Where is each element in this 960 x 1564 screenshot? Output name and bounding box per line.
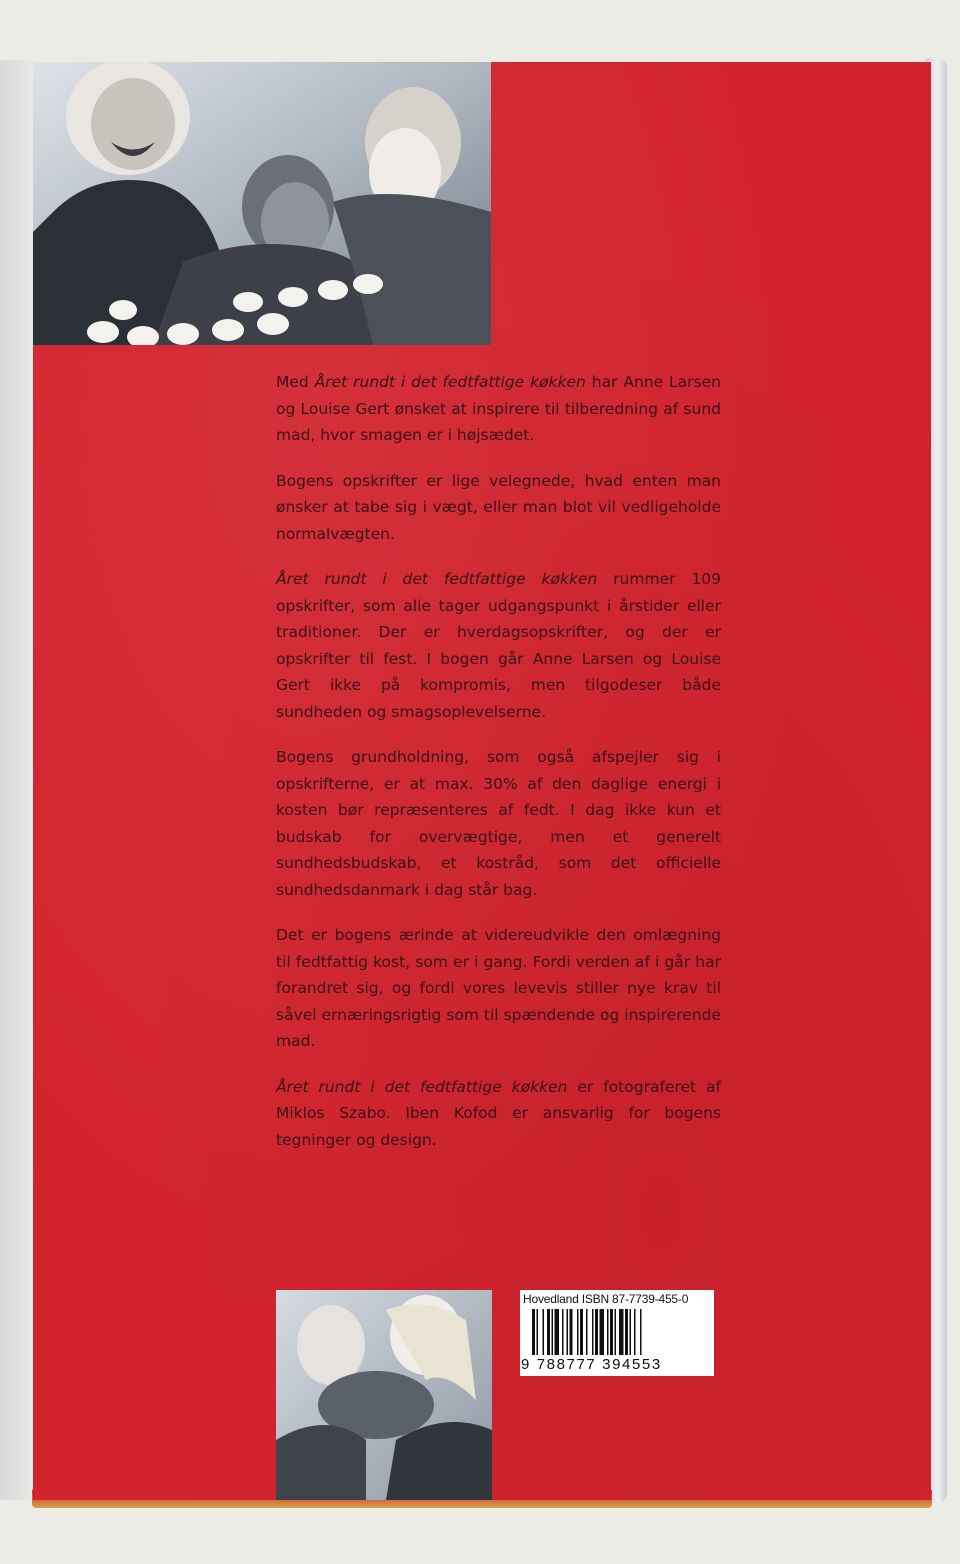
barcode-bars — [532, 1309, 704, 1355]
isbn-barcode — [520, 1290, 714, 1376]
blurb-paragraph-6: Året rundt i det fedtfattige køkken er fotograferet af Miklos Szabo. Iben Kofod er ansvarlig for bogens tegninger og design. — [276, 1077, 721, 1149]
blurb-text — [276, 369, 721, 1172]
blurb-paragraph-1: Med Året rundt i det fedtfattige køkken har Anne Larsen og Louise Gert ønsket at inspirere til tilberedning af sund mad, hvor smagen er i højsædet. — [276, 373, 721, 444]
blurb-paragraph-5: Det er bogens ærinde at videreudvikle den omlægning til fedtfattig kost, som er i gang. Fordi verden af i går har forandret sig, og fordi vores levevis stiller nye krav til såvel ernæringsrigtig som til spændende og inspirerende mad. — [276, 926, 721, 1050]
top-photo — [33, 62, 491, 345]
book-back-cover — [33, 62, 931, 1500]
barcode-digits: 9 788777 394553 — [521, 1356, 662, 1373]
blurb-paragraph-3: Året rundt i det fedtfattige køkken rummer 109 opskrifter, som alle tager udgangspunkt i årstider eller traditioner. Der er hverdagsopskrifter, og der er opskrifter til fest. I bogen går Anne Larsen og Louise Gert ikke på kompromis, men tilgodeser både sundheden og smagsoplevelserne. — [276, 570, 721, 721]
bottom-photo — [276, 1290, 492, 1500]
blurb-paragraph-2: Bogens opskrifter er lige velegnede, hvad enten man ønsker at tabe sig i vægt, eller man blot vil vedligeholde normalvægten. — [276, 471, 721, 543]
blurb-paragraph-4: Bogens grundholdning, som også afspejler sig i opskrifterne, er at max. 30% af den daglige energi i kosten bør repræsenteres af fedt. I dag ikke kun et budskab for overvægtige, men et generelt sundhedsbudskab, et kostråd, som det officielle sundhedsdanmark i dag står bag. — [276, 748, 721, 899]
isbn-caption: Hovedland ISBN 87-7739-455-0 — [523, 1292, 689, 1306]
